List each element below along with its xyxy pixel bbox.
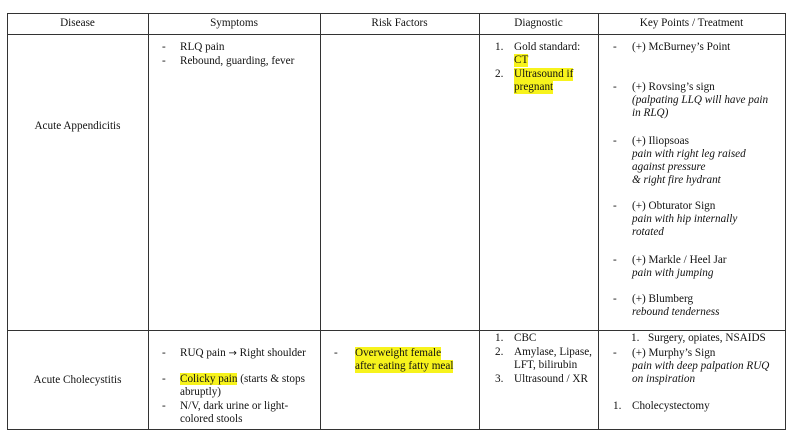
symptom-text: RUQ pain xyxy=(180,347,226,359)
diagnostic-highlight: CT xyxy=(514,54,529,66)
key-point-detail: in RLQ) xyxy=(632,107,669,119)
header-key-label: Key Points / Treatment xyxy=(639,17,744,29)
bullet-dash: - xyxy=(613,200,617,212)
row1-diagnostic-cell xyxy=(479,34,598,330)
row2-key-cell xyxy=(598,330,785,429)
row1-symptoms-cell xyxy=(148,34,320,330)
diagnostic-highlight: Ultrasound if xyxy=(514,68,574,80)
row2-diagnostic-cell xyxy=(479,330,598,429)
bullet-dash: - xyxy=(613,254,617,266)
key-point-detail: & right fire hydrant xyxy=(632,174,721,186)
header-symptoms xyxy=(148,13,320,34)
risk-highlight: Overweight female xyxy=(355,347,442,359)
row1-disease: Acute Appendicitis xyxy=(34,120,121,132)
number-marker: 2. xyxy=(495,346,504,358)
header-key xyxy=(598,13,785,34)
key-point-detail: rotated xyxy=(632,226,664,238)
key-point-detail: (palpating LLQ will have pain xyxy=(632,94,769,106)
key-point-detail: pain with deep palpation RUQ xyxy=(632,360,770,372)
header-diagnostic xyxy=(479,13,598,34)
symptom-item-cont: colored stools xyxy=(180,413,243,425)
symptom-item-cont: abruptly) xyxy=(180,386,222,398)
key-point-detail: against pressure xyxy=(632,161,706,173)
number-marker: 1. xyxy=(495,332,504,344)
key-point-detail: rebound tenderness xyxy=(632,306,720,318)
disease-table xyxy=(7,13,786,430)
treatment: Cholecystectomy xyxy=(632,400,710,412)
key-point: (+) Obturator Sign xyxy=(632,200,716,212)
bullet-dash: - xyxy=(613,135,617,147)
symptom-item xyxy=(180,373,305,386)
row1-risk-cell xyxy=(320,34,479,330)
key-point-detail: pain with jumping xyxy=(632,267,714,279)
symptom-highlight: Colicky pain xyxy=(180,373,238,385)
table-border-bottom xyxy=(7,429,786,430)
diagnostic-item: Gold standard: xyxy=(514,41,581,53)
bullet-dash: - xyxy=(162,41,166,53)
row2-disease-cell xyxy=(7,330,148,429)
diagnostic-item: Amylase, Lipase, xyxy=(514,346,592,358)
number-marker: 1. xyxy=(613,400,622,412)
bullet-dash: - xyxy=(162,373,166,385)
bullet-dash: - xyxy=(162,347,166,359)
bullet-dash: - xyxy=(613,81,617,93)
row1-key-cell xyxy=(598,34,785,344)
col-border xyxy=(785,13,786,430)
bullet-dash: - xyxy=(613,293,617,305)
row1-disease-cell xyxy=(7,34,148,330)
bullet-dash: - xyxy=(613,41,617,53)
symptom-item: N/V, dark urine or light- xyxy=(180,400,289,412)
symptom-text: (starts & stops xyxy=(237,373,305,385)
header-symptoms-label: Symptoms xyxy=(210,17,258,29)
key-point: (+) Murphy’s Sign xyxy=(632,347,716,359)
key-point-detail: on inspiration xyxy=(632,373,696,385)
number-marker: 1. xyxy=(495,41,504,53)
diagnostic-highlight: pregnant xyxy=(514,81,554,93)
header-disease xyxy=(7,13,148,34)
number-marker: 2. xyxy=(495,68,504,80)
symptom-item: Rebound, guarding, fever xyxy=(180,55,295,67)
key-point: (+) McBurney’s Point xyxy=(632,41,731,53)
symptom-item: RLQ pain xyxy=(180,41,225,53)
bullet-dash: - xyxy=(613,347,617,359)
header-risk-label: Risk Factors xyxy=(371,17,428,29)
key-point: (+) Iliopsoas xyxy=(632,135,689,147)
key-point: (+) Markle / Heel Jar xyxy=(632,254,727,266)
header-risk xyxy=(320,13,479,34)
arrow-right-icon: → xyxy=(228,348,237,359)
diagnostic-item: Ultrasound / XR xyxy=(514,373,588,385)
header-diagnostic-label: Diagnostic xyxy=(514,17,563,29)
header-disease-label: Disease xyxy=(60,17,95,29)
diagnostic-item-cont: LFT, bilirubin xyxy=(514,359,578,371)
key-point-detail: pain with hip internally xyxy=(632,213,738,225)
diagnostic-item: CBC xyxy=(514,332,537,344)
risk-highlight: after eating fatty meal xyxy=(355,360,454,372)
bullet-dash: - xyxy=(334,347,338,359)
bullet-dash: - xyxy=(162,400,166,412)
number-marker: 1. xyxy=(631,332,640,344)
bullet-dash: - xyxy=(162,55,166,67)
key-point: (+) Rovsing’s sign xyxy=(632,81,715,93)
treatment: Surgery, opiates, NSAIDS xyxy=(648,332,766,344)
row2-symptoms-cell xyxy=(148,330,320,429)
symptom-item xyxy=(180,347,306,360)
key-point-detail: pain with right leg raised xyxy=(632,148,746,160)
key-point: (+) Blumberg xyxy=(632,293,694,305)
number-marker: 3. xyxy=(495,373,504,385)
row2-risk-cell xyxy=(320,330,479,429)
row2-disease: Acute Cholecystitis xyxy=(33,374,122,386)
symptom-text: Right shoulder xyxy=(239,347,306,359)
